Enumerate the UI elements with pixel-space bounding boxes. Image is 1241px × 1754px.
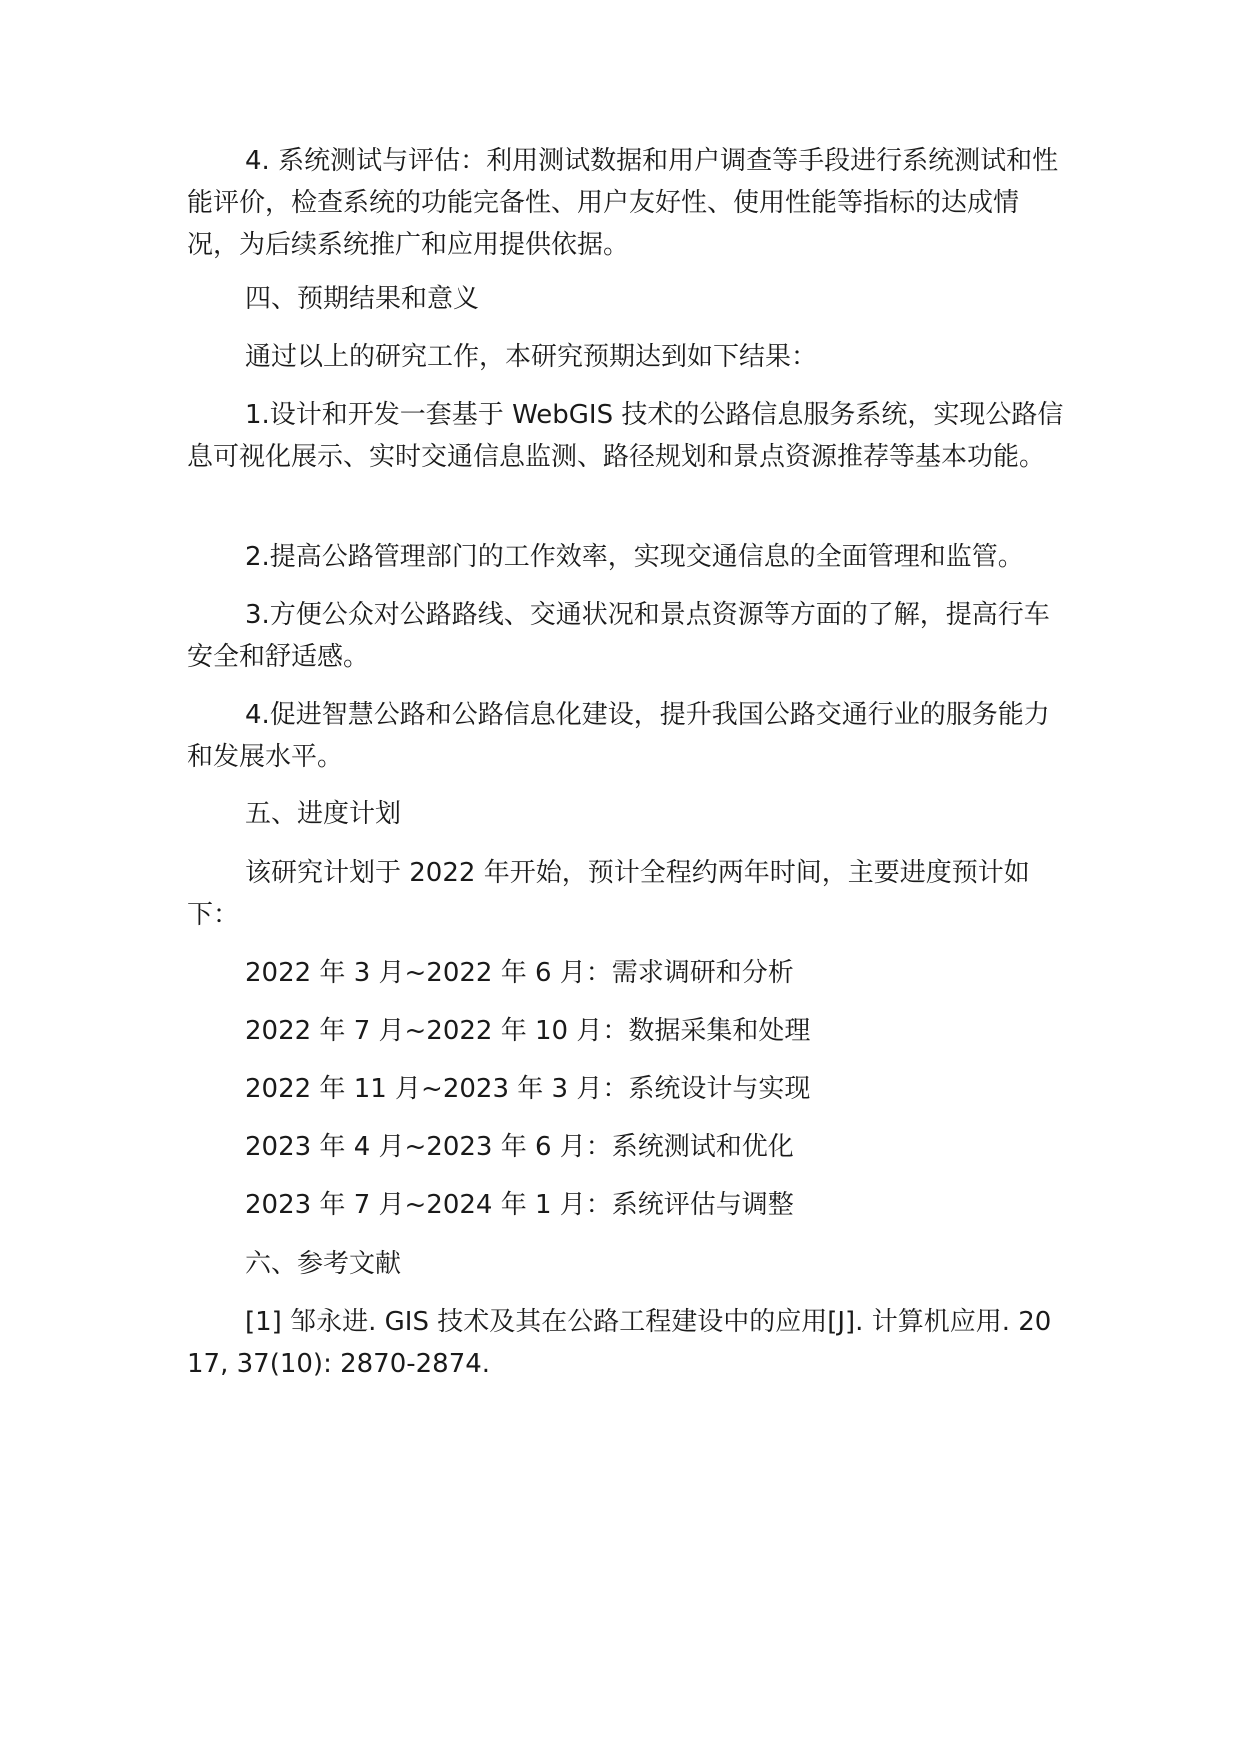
paragraph-system-testing: 4. 系统测试与评估：利用测试数据和用户调查等手段进行系统测试和性能评价，检查系统的功能完备性、用户友好性、使用性能等指标的达成情况，为后续系统推广和应用提供依据。 <box>187 146 1059 260</box>
schedule-item-5: 2023 年 7 月~2024 年 1 月：系统评估与调整 <box>245 1190 794 1220</box>
schedule-item-1: 2022 年 3 月~2022 年 6 月：需求调研和分析 <box>245 958 794 988</box>
schedule-item-4: 2023 年 4 月~2023 年 6 月：系统测试和优化 <box>245 1132 794 1162</box>
schedule-item-2: 2022 年 7 月~2022 年 10 月：数据采集和处理 <box>245 1016 811 1046</box>
schedule-item-3: 2022 年 11 月~2023 年 3 月：系统设计与实现 <box>245 1074 811 1104</box>
heading-references: 六、参考文献 <box>245 1249 402 1279</box>
paragraph-results-intro: 通过以上的研究工作，本研究预期达到如下结果： <box>245 342 818 372</box>
paragraph-result-4: 4.促进智慧公路和公路信息化建设，提升我国公路交通行业的服务能力和发展水平。 <box>187 700 1050 772</box>
paragraph-result-1: 1.设计和开发一套基于 WebGIS 技术的公路信息服务系统，实现公路信息可视化展示、实时交通信息监测、路径规划和景点资源推荐等基本功能。 <box>187 400 1064 472</box>
paragraph-schedule-intro: 该研究计划于 2022 年开始，预计全程约两年时间，主要进度预计如下： <box>187 858 1030 930</box>
heading-schedule: 五、进度计划 <box>245 799 402 829</box>
reference-1: [1] 邹永进. GIS 技术及其在公路工程建设中的应用[J]. 计算机应用. 2017, 37(10): 2870-2874. <box>187 1307 1052 1379</box>
paragraph-result-2: 2.提高公路管理部门的工作效率，实现交通信息的全面管理和监管。 <box>245 542 1024 572</box>
paragraph-result-3: 3.方便公众对公路路线、交通状况和景点资源等方面的了解，提高行车安全和舒适感。 <box>187 600 1050 672</box>
heading-expected-results: 四、预期结果和意义 <box>245 284 480 314</box>
